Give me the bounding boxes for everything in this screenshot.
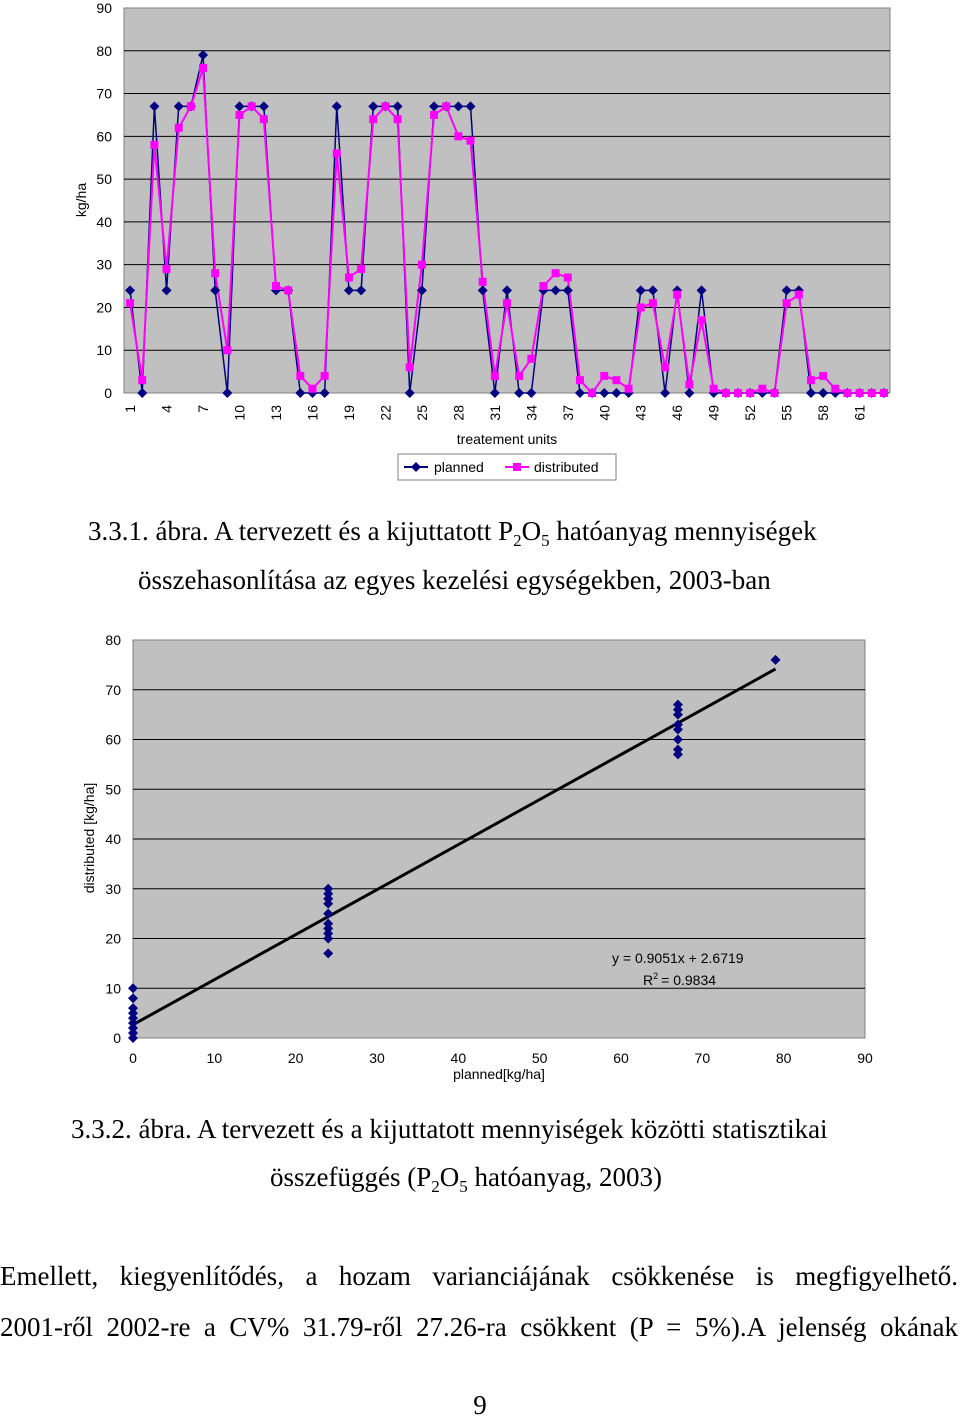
trendline-equation: y = 0.9051x + 2.6719 — [612, 950, 744, 966]
y-tick-label: 70 — [96, 85, 112, 102]
x-axis-label: planned[kg/ha] — [453, 1066, 545, 1082]
data-point-distributed — [843, 389, 851, 397]
data-point-distributed — [661, 363, 669, 371]
data-point-distributed — [442, 102, 450, 110]
data-point-distributed — [552, 269, 560, 277]
x-tick-label: 46 — [669, 405, 686, 421]
data-point-distributed — [321, 372, 329, 380]
y-tick-label: 60 — [105, 731, 121, 748]
data-point-distributed — [503, 299, 511, 307]
data-point-distributed — [673, 291, 681, 299]
x-tick-label: 10 — [206, 1050, 223, 1066]
data-point-distributed — [138, 376, 146, 384]
x-tick-label: 50 — [531, 1050, 548, 1066]
data-point-distributed — [284, 286, 292, 294]
x-tick-label: 1 — [122, 405, 139, 413]
r2-superscript: 2 — [653, 971, 659, 981]
x-axis-label: treatement units — [456, 431, 558, 447]
r2-label: R — [643, 972, 654, 988]
caption-text: hatóanyag mennyiségek — [549, 516, 817, 546]
data-point-distributed — [369, 115, 377, 123]
y-tick-label: 50 — [96, 171, 112, 188]
figure-caption-2-line1: 3.3.2. ábra. A tervezett és a kijuttatott mennyiségek közötti statisztikai — [71, 1114, 828, 1144]
data-point-distributed — [491, 372, 499, 380]
data-point-distributed — [467, 137, 475, 145]
data-point-distributed — [710, 385, 718, 393]
body-paragraph-line1: Emellett, kiegyenlítődés, a hozam varianciájának csökkenése is megfigyelhető. — [0, 1261, 958, 1291]
data-point-distributed — [880, 389, 888, 397]
scatter-chart-planned-vs-distributed — [0, 620, 960, 1100]
x-tick-label: 49 — [705, 405, 722, 421]
data-point-distributed — [685, 380, 693, 388]
data-point-distributed — [406, 363, 414, 371]
data-point-distributed — [758, 385, 766, 393]
data-point-distributed — [381, 102, 389, 110]
x-tick-label: 34 — [523, 405, 540, 421]
y-tick-label: 50 — [105, 781, 121, 798]
x-tick-labels — [129, 1050, 873, 1066]
x-tick-label: 16 — [304, 405, 321, 421]
data-point-distributed — [515, 372, 523, 380]
x-tick-label: 40 — [450, 1050, 467, 1066]
data-point-distributed — [576, 376, 584, 384]
legend-planned-label: planned — [434, 459, 484, 475]
x-tick-label: 61 — [851, 405, 868, 421]
caption-subscript: 5 — [541, 531, 550, 550]
x-tick-labels — [122, 405, 868, 421]
caption-subscript: 2 — [431, 1177, 440, 1196]
data-point-distributed — [588, 389, 596, 397]
y-tick-label: 10 — [96, 342, 112, 359]
y-tick-label: 60 — [96, 128, 112, 145]
data-point-distributed — [807, 376, 815, 384]
y-axis-label: distributed [kg/ha] — [81, 782, 97, 894]
y-tick-labels — [96, 0, 112, 401]
data-point-distributed — [527, 355, 535, 363]
data-point-distributed — [612, 376, 620, 384]
data-point-distributed — [564, 274, 572, 282]
plot-area — [124, 8, 890, 393]
y-tick-label: 20 — [105, 930, 121, 947]
data-point-distributed — [454, 132, 462, 140]
y-tick-label: 90 — [96, 0, 112, 16]
x-tick-label: 19 — [340, 405, 357, 421]
data-point-distributed — [831, 385, 839, 393]
data-point-distributed — [783, 299, 791, 307]
data-point-distributed — [236, 111, 244, 119]
x-tick-label: 70 — [694, 1050, 711, 1066]
x-tick-label: 13 — [267, 405, 284, 421]
x-tick-label: 58 — [815, 405, 832, 421]
data-point-distributed — [430, 111, 438, 119]
data-point-distributed — [625, 385, 633, 393]
x-tick-label: 37 — [559, 405, 576, 421]
caption-subscript: 5 — [459, 1177, 468, 1196]
data-point-distributed — [795, 291, 803, 299]
y-tick-label: 30 — [105, 880, 121, 897]
legend-distributed-label: distributed — [534, 459, 599, 475]
data-point-distributed — [868, 389, 876, 397]
data-point-distributed — [260, 115, 268, 123]
y-tick-label: 80 — [96, 42, 112, 59]
data-point-distributed — [856, 389, 864, 397]
data-point-distributed — [296, 372, 304, 380]
x-tick-label: 25 — [413, 405, 430, 421]
legend — [398, 454, 616, 480]
y-tick-label: 70 — [105, 681, 121, 698]
x-tick-label: 40 — [596, 405, 613, 421]
legend-distributed-marker — [513, 463, 521, 471]
x-tick-label: 60 — [613, 1050, 629, 1066]
data-point-distributed — [698, 316, 706, 324]
data-point-distributed — [150, 141, 158, 149]
data-point-distributed — [600, 372, 608, 380]
data-point-distributed — [819, 372, 827, 380]
x-tick-label: 52 — [742, 405, 759, 421]
body-paragraph-line2: 2001-ről 2002-re a CV% 31.79-ről 27.26-ra csökkent (P = 5%).A jelenség okának — [0, 1312, 958, 1342]
y-tick-label: 80 — [105, 632, 121, 648]
caption-text: O — [439, 1162, 460, 1192]
line-chart-planned-vs-distributed — [0, 0, 960, 500]
caption-text: összefüggés (P — [270, 1162, 432, 1192]
x-tick-label: 30 — [369, 1050, 385, 1066]
data-point-distributed — [175, 124, 183, 132]
data-point-distributed — [333, 149, 341, 157]
x-tick-label: 22 — [377, 405, 394, 421]
x-tick-label: 7 — [195, 405, 212, 413]
caption-text: O — [521, 516, 542, 546]
x-tick-label: 80 — [775, 1050, 792, 1066]
x-tick-label: 4 — [158, 405, 175, 413]
data-point-distributed — [734, 389, 742, 397]
x-tick-label: 31 — [486, 405, 503, 421]
data-point-distributed — [637, 303, 645, 311]
data-point-distributed — [746, 389, 754, 397]
y-axis-label: kg/ha — [73, 182, 89, 218]
y-tick-label: 30 — [96, 256, 112, 273]
y-tick-label: 40 — [96, 213, 112, 230]
figure-caption-1-line1 — [88, 516, 817, 550]
y-tick-labels — [105, 632, 121, 1046]
data-point-distributed — [539, 282, 547, 290]
data-point-distributed — [223, 346, 231, 354]
figure-caption-2-line2 — [270, 1162, 662, 1196]
y-tick-label: 20 — [96, 299, 112, 316]
data-point-distributed — [394, 115, 402, 123]
page-number: 9 — [473, 1390, 487, 1420]
x-tick-label: 10 — [231, 405, 248, 421]
y-tick-label: 0 — [104, 385, 112, 401]
r2-value: = 0.9834 — [661, 972, 717, 988]
data-point-distributed — [479, 278, 487, 286]
data-point-distributed — [187, 102, 195, 110]
x-tick-label: 90 — [857, 1050, 873, 1066]
data-point-distributed — [126, 299, 134, 307]
x-tick-label: 43 — [632, 405, 649, 421]
y-tick-label: 0 — [113, 1030, 121, 1046]
caption-subscript: 2 — [513, 531, 522, 550]
caption-text: 3.3.1. ábra. A tervezett és a kijuttatott P — [88, 516, 514, 546]
figure-caption-1-line2: összehasonlítása az egyes kezelési egységekben, 2003-ban — [138, 565, 771, 595]
y-tick-label: 40 — [105, 831, 121, 847]
x-tick-label: 55 — [778, 405, 795, 421]
caption-text: hatóanyag, 2003) — [467, 1162, 662, 1192]
data-point-distributed — [722, 389, 730, 397]
data-point-distributed — [272, 282, 280, 290]
y-tick-label: 10 — [105, 980, 121, 997]
data-point-distributed — [357, 265, 365, 273]
x-tick-label: 20 — [287, 1050, 304, 1066]
data-point-distributed — [770, 389, 778, 397]
x-tick-label: 0 — [129, 1050, 137, 1066]
x-tick-label: 28 — [450, 405, 467, 421]
data-point-distributed — [345, 274, 353, 282]
data-point-distributed — [248, 102, 256, 110]
data-point-distributed — [199, 64, 207, 72]
data-point-distributed — [418, 261, 426, 269]
data-point-distributed — [211, 269, 219, 277]
data-point-distributed — [649, 299, 657, 307]
data-point-distributed — [308, 385, 316, 393]
data-point-distributed — [163, 265, 171, 273]
